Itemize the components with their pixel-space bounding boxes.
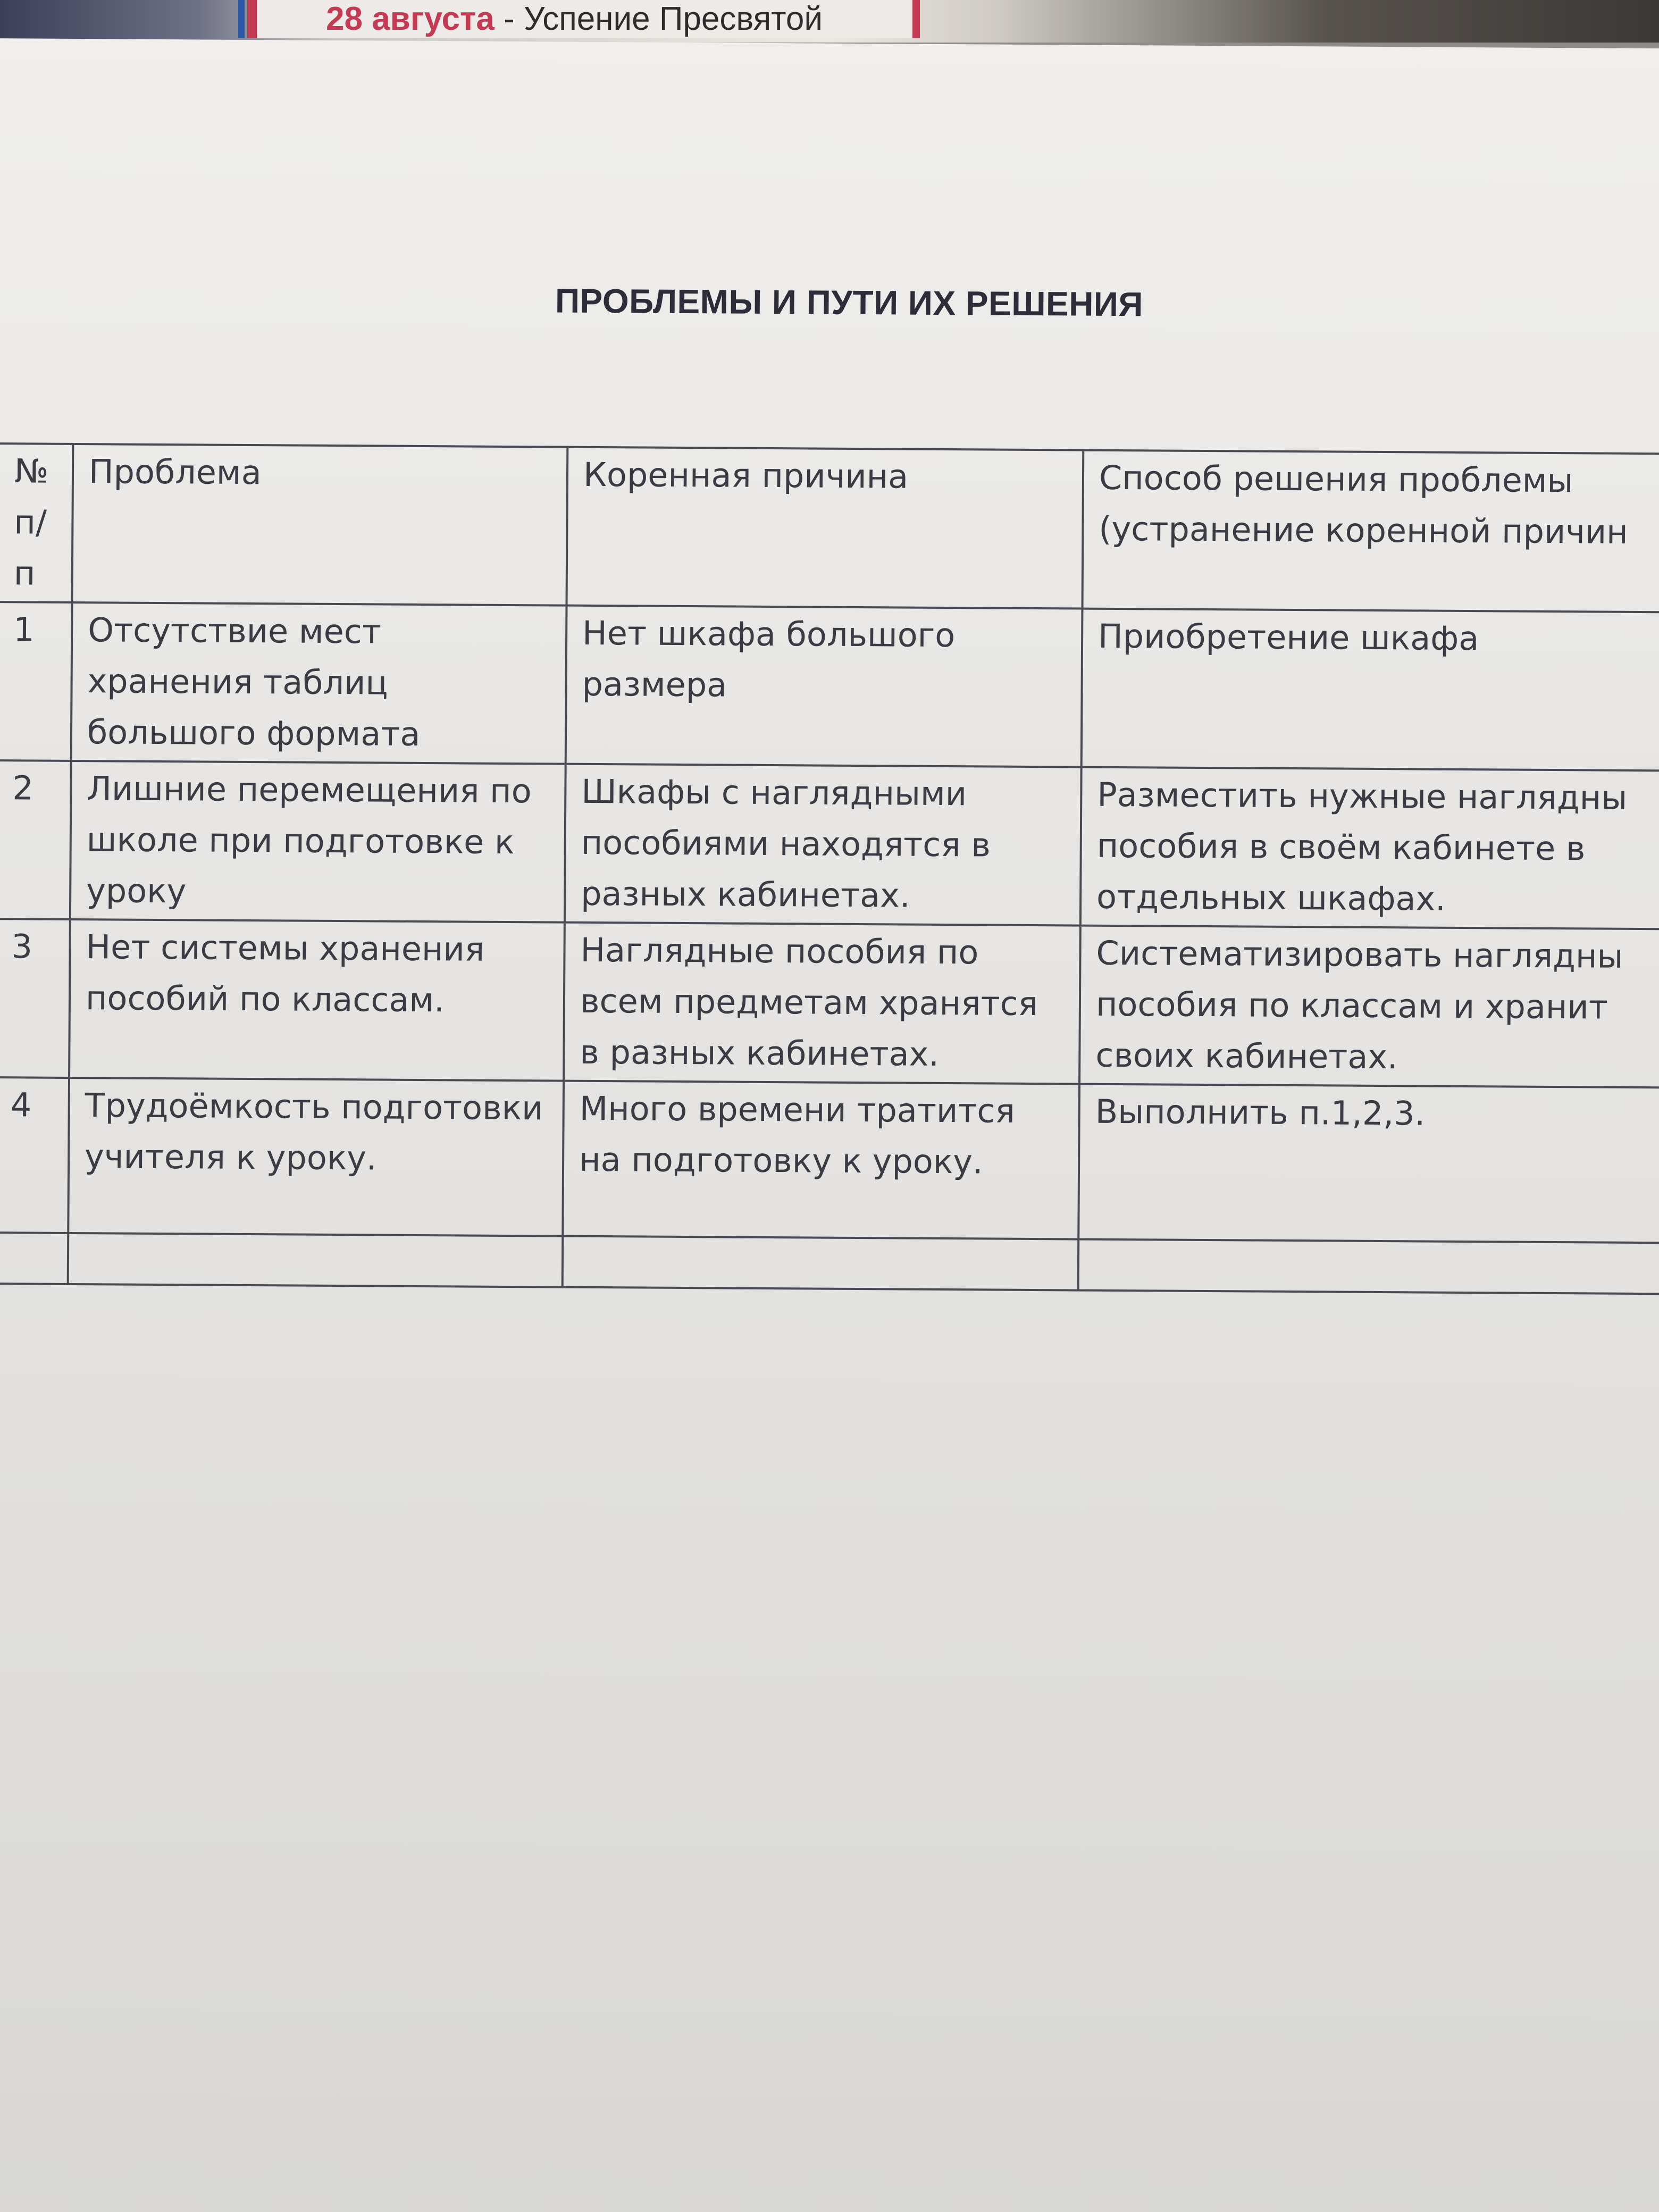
- table-row: [0, 602, 1659, 770]
- calendar-date: 28 августа: [326, 1, 495, 37]
- row-problem: Отсутствие мест хранения таблиц большого формата: [71, 602, 567, 764]
- header-problem: Проблема: [72, 444, 568, 606]
- calendar-text: [326, 2, 823, 36]
- calendar-caption: - Успение Пресвятой: [494, 1, 823, 37]
- row-solution: Выполнить п.1,2,3.: [1078, 1084, 1659, 1243]
- row-number: 3: [0, 919, 70, 1078]
- row-cause: Шкафы с наглядными пособиями находятся в разных кабинетах.: [565, 764, 1082, 926]
- row-number: 2: [0, 760, 71, 919]
- empty-cell: [68, 1233, 563, 1287]
- document-title: ПРОБЛЕМЫ И ПУТИ ИХ РЕШЕНИЯ: [555, 281, 1144, 324]
- row-problem: Нет системы хранения пособий по классам.: [69, 919, 565, 1081]
- row-problem: Трудоёмкость подготовки учителя к уроку.: [68, 1078, 564, 1236]
- row-solution: Разместить нужные наглядны пособия в своём кабинете в отдельных шкафах.: [1080, 767, 1659, 929]
- header-solution: Способ решения проблемы (устранение коренной причин: [1082, 450, 1659, 613]
- table-row: [0, 760, 1659, 929]
- row-cause: Наглядные пособия по всем предметам хранятся в разных кабинетах.: [564, 923, 1080, 1084]
- calendar-band: [247, 0, 920, 38]
- paper-sheet: [0, 38, 1659, 2212]
- table-header-row: [0, 443, 1659, 612]
- table-row: [0, 1077, 1659, 1243]
- empty-cell: [0, 1233, 68, 1284]
- row-cause: Много времени тратится на подготовку к уроку.: [563, 1081, 1079, 1239]
- empty-cell: [1078, 1239, 1659, 1294]
- row-number: 4: [0, 1077, 69, 1233]
- header-root-cause: Коренная причина: [567, 447, 1084, 609]
- calendar-edge: [238, 0, 245, 38]
- table-row-empty: [0, 1233, 1659, 1294]
- header-number: № п/п: [0, 443, 73, 602]
- row-number: 1: [0, 602, 72, 761]
- row-solution: Систематизировать наглядны пособия по классам и хранит своих кабинетах.: [1079, 926, 1659, 1088]
- row-problem: Лишние перемещения по школе при подготовке к уроку: [70, 761, 566, 923]
- problems-table: [0, 442, 1659, 1295]
- empty-cell: [563, 1236, 1079, 1291]
- table-row: [0, 919, 1659, 1087]
- row-cause: Нет шкафа большого размера: [566, 606, 1083, 767]
- row-solution: Приобретение шкафа: [1082, 609, 1659, 771]
